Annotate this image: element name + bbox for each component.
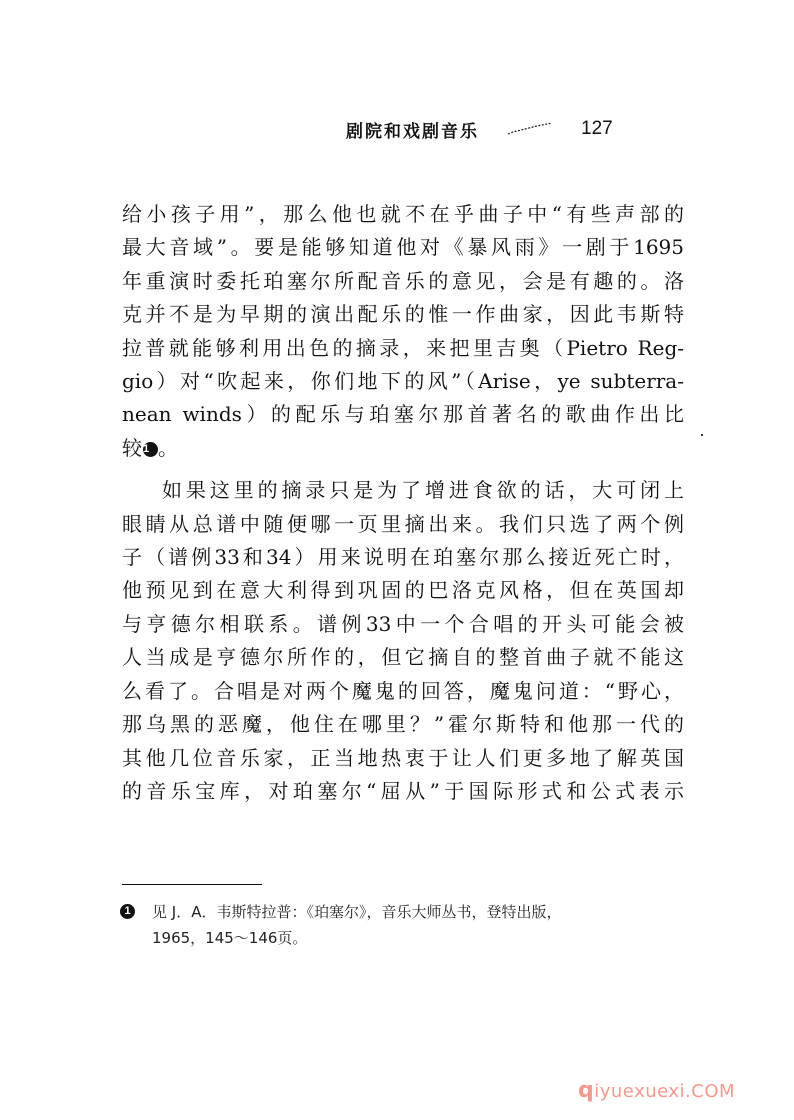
footnote-line: 见 J．A．韦斯特拉普：《珀塞尔》，音乐大师丛书，登特出版， xyxy=(152,903,562,921)
footnote-marker-icon: 1 xyxy=(120,904,135,919)
text-line: 拉普就能够利用出色的摘录，来把里吉奥（Pietro Reg- xyxy=(122,335,684,360)
page-number: 127 xyxy=(581,118,613,139)
text-line: nean winds）的配乐与珀塞尔那首著名的歌曲作出比 xyxy=(122,402,684,427)
text-line: 人当成是亨德尔所作的，但它摘自的整首曲子就不能这 xyxy=(122,645,684,670)
scan-speck xyxy=(701,434,703,436)
text-line: 那乌黑的恶魔，他住在哪里？”霍尔斯特和他那一代的 xyxy=(122,712,684,737)
text-line xyxy=(122,432,684,465)
text-line: 给小孩子用”，那么他也就不在乎曲子中“有些声部的 xyxy=(122,202,684,226)
watermark xyxy=(578,1078,735,1103)
watermark-logo-letter: q xyxy=(578,1078,595,1103)
text-fragment: 较 xyxy=(122,435,142,460)
text-line: 最大音域”。要是能够知道他对《暴风雨》一剧于1695 xyxy=(122,235,684,260)
text-line: 如果这里的摘录只是为了增进食欲的话，大可闭上 xyxy=(162,478,684,503)
end-punctuation: 。 xyxy=(158,435,178,460)
footnote-divider xyxy=(122,884,262,885)
footnote-reference[interactable]: 1 xyxy=(143,442,158,457)
ornament-icon xyxy=(507,122,553,136)
text-line: 年重演时委托珀塞尔所配音乐的意见，会是有趣的。洛 xyxy=(122,268,684,293)
chapter-title: 剧院和戏剧音乐 xyxy=(346,121,479,142)
running-head xyxy=(346,114,613,144)
text-line: 么看了。合唱是对两个魔鬼的回答，魔鬼问道：“野心， xyxy=(122,678,684,703)
text-line: 的音乐宝库，对珀塞尔“屈从”于国际形式和公式表示 xyxy=(122,778,684,803)
text-line: 他预见到在意大利得到巩固的巴洛克风格，但在英国却 xyxy=(122,578,684,603)
watermark-text: iyuexuexi.COM xyxy=(594,1081,736,1102)
body-text xyxy=(122,198,684,808)
text-line: 与亨德尔相联系。谱例33中一个合唱的开头可能会被 xyxy=(122,611,684,636)
text-line: 子（谱例33和34）用来说明在珀塞尔那么接近死亡时， xyxy=(122,545,684,570)
text-line: 克并不是为早期的演出配乐的惟一作曲家，因此韦斯特 xyxy=(122,302,684,327)
text-line: 眼睛从总谱中随便哪一页里摘出来。我们只选了两个例 xyxy=(122,511,684,536)
footnote-line: 1965，145～146页。 xyxy=(152,929,308,947)
paragraph-1 xyxy=(122,198,684,465)
text-line: gio）对“吹起来，你们地下的风”（Arise，ye subterra- xyxy=(122,369,684,394)
paragraph-2 xyxy=(122,474,684,808)
text-line: 其他几位音乐家，正当地热衷于让人们更多地了解英国 xyxy=(122,745,684,770)
footnote xyxy=(124,899,692,951)
